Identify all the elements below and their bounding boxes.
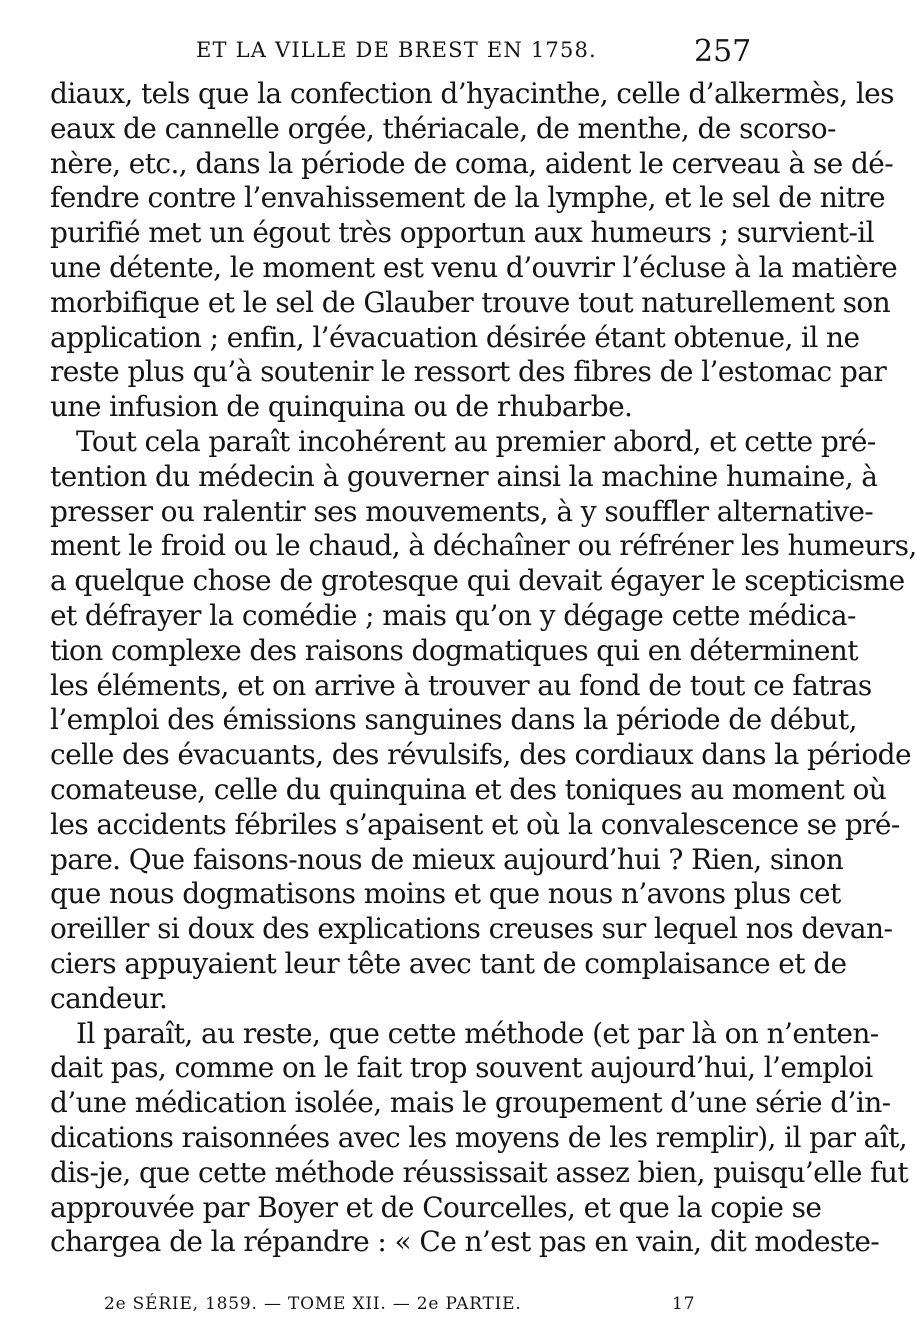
text-line: reste plus qu’à soutenir le ressort des fibres de l’estomac par <box>50 355 887 389</box>
text-line: que nous dogmatisons moins et que nous n’avons plus cet <box>50 877 841 911</box>
text-line: oreiller si doux des explications creuses sur lequel nos devan- <box>50 912 893 946</box>
text-line: une détente, le moment est venu d’ouvrir l’écluse à la matière <box>50 250 898 284</box>
text-line: a quelque chose de grotesque qui devait égayer le scepticisme <box>50 564 905 598</box>
text-line: diaux, tels que la confection d’hyacinthe, celle d’alkermès, les <box>50 77 894 110</box>
text-line: ment le froid ou le chaud, à déchaîner ou réfréner les humeurs, <box>50 529 917 563</box>
running-title: ET LA VILLE DE BREST EN 1758. <box>196 38 597 62</box>
text-line: presser ou ralentir ses mouvements, à y souffler alternative- <box>50 494 874 528</box>
text-line: pare. Que faisons-nous de mieux aujourd’hui ? Rien, sinon <box>50 842 844 876</box>
running-head <box>0 28 800 78</box>
text-line: eaux de cannelle orgée, thériacale, de menthe, de scorso- <box>50 111 836 145</box>
text-line: dait pas, comme on le fait trop souvent aujourd’hui, l’emploi <box>50 1051 873 1085</box>
text-line: tion complexe des raisons dogmatiques qui en déterminent <box>50 633 858 667</box>
text-line: et défrayer la comédie ; mais qu’on y dégage cette médica- <box>50 598 856 632</box>
text-line: les accidents fébriles s’apaisent et où la convalescence se pré- <box>50 807 900 841</box>
text-line: dications raisonnées avec les moyens de les remplir), il par aît, <box>50 1120 908 1154</box>
text-line: Il paraît, au reste, que cette méthode (et par là on n’enten- <box>76 1016 879 1050</box>
text-line: dis-je, que cette méthode réussissait assez bien, puisqu’elle fut <box>50 1155 908 1189</box>
text-line: fendre contre l’envahissement de la lymphe, et le sel de nitre <box>50 181 885 215</box>
text-line: Tout cela paraît incohérent au premier abord, et cette pré- <box>76 424 876 458</box>
footer-sheet-number: 17 <box>672 1294 696 1314</box>
body-text <box>50 77 917 1260</box>
text-line: ciers appuyaient leur tête avec tant de complaisance et de <box>50 946 847 980</box>
text-line: l’emploi des émissions sanguines dans la période de début, <box>50 703 857 737</box>
text-line: comateuse, celle du quinquina et des toniques au moment où <box>50 772 887 806</box>
text-line: tention du médecin à gouverner ainsi la machine humaine, à <box>50 459 878 493</box>
text-line: les éléments, et on arrive à trouver au fond de tout ce fatras <box>50 668 872 702</box>
text-line: celle des évacuants, des révulsifs, des cordiaux dans la période <box>50 738 911 772</box>
footer-signature: 2e SÉRIE, 1859. — TOME XII. — 2e PARTIE. <box>104 1294 522 1314</box>
text-line: d’une médication isolée, mais le groupement d’une série d’in- <box>50 1086 891 1120</box>
text-line: morbifique et le sel de Glauber trouve tout naturellement son <box>50 285 891 319</box>
text-line: approuvée par Boyer et de Courcelles, et que la copie se <box>50 1190 822 1224</box>
page-footer <box>0 1294 800 1324</box>
text-line: chargea de la répandre : « Ce n’est pas en vain, dit modeste- <box>50 1225 880 1259</box>
text-line: une infusion de quinquina ou de rhubarbe. <box>50 390 633 424</box>
text-line: candeur. <box>50 981 168 1015</box>
text-line: nère, etc., dans la période de coma, aident le cerveau à se dé- <box>50 146 894 180</box>
page-number: 257 <box>694 34 752 69</box>
text-line: application ; enfin, l’évacuation désirée étant obtenue, il ne <box>50 320 860 354</box>
text-line: purifié met un égout très opportun aux humeurs ; survient-il <box>50 216 874 250</box>
